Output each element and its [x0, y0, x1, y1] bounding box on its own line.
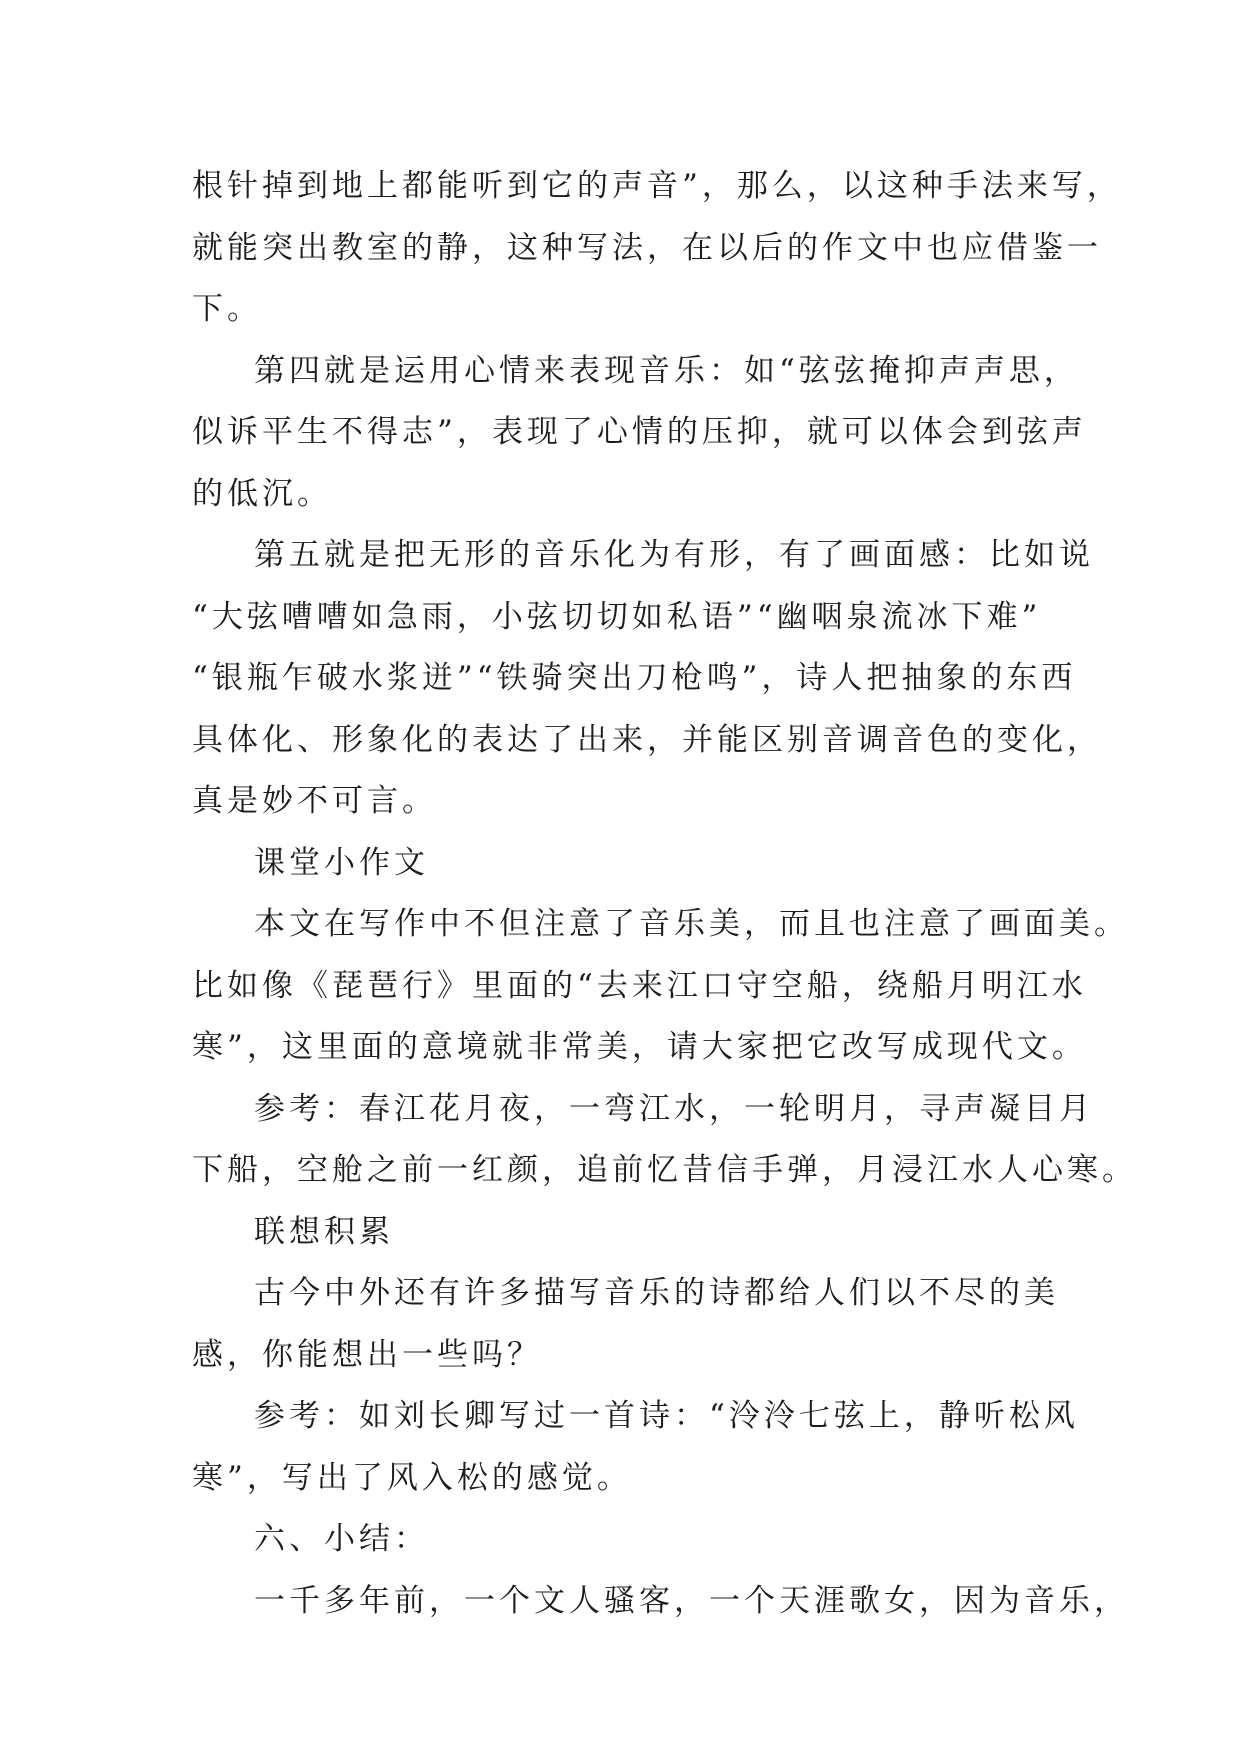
text-line: 具体化、形象化的表达了出来，并能区别音调音色的变化， [192, 721, 1102, 758]
paragraph-first-line: 第四就是运用心情来表现音乐：如“弦弦掩抑声声思， [254, 352, 1079, 389]
body-text [192, 156, 1137, 1632]
paragraph-first-line: 一千多年前，一个文人骚客，一个天涯歌女，因为音乐， [254, 1582, 1129, 1619]
text-line: 下。 [192, 291, 262, 327]
paragraph-first-line: 第五就是把无形的音乐化为有形，有了画面感：比如说 [254, 537, 1094, 573]
text-line: “银瓶乍破水浆迸”“铁骑突出刀枪鸣”，诗人把抽象的东西 [192, 660, 1077, 696]
text-line: “大弦嘈嘈如急雨，小弦切切如私语”“幽咽泉流冰下难” [192, 598, 1042, 635]
text-line: 根针掉到地上都能听到它的声音”，那么，以这种手法来写， [192, 168, 1122, 204]
text-line: 的低沉。 [192, 475, 332, 512]
section-heading: 课堂小作文 [254, 844, 429, 881]
text-line: 寒”，写出了风入松的感觉。 [192, 1459, 632, 1496]
section-heading: 六、小结： [254, 1521, 429, 1557]
paragraph-first-line: 本文在写作中不但注意了音乐美，而且也注意了画面美。 [254, 906, 1129, 942]
section-heading: 联想积累 [254, 1213, 394, 1250]
text-line: 比如像《琵琶行》里面的“去来江口守空船，绕船月明江水 [192, 967, 1087, 1004]
text-line: 下船，空舱之前一红颜，追前忆昔信手弹，月浸江水人心寒。 [192, 1152, 1137, 1188]
paragraph-first-line: 参考：春江花月夜，一弯江水，一轮明月，寻声凝目月 [254, 1090, 1094, 1127]
text-line: 真是妙不可言。 [192, 783, 437, 819]
text-line: 似诉平生不得志”，表现了心情的压抑，就可以体会到弦声 [192, 414, 1087, 450]
paragraph-first-line: 参考：如刘长卿写过一首诗：“泠泠七弦上，静听松风 [254, 1398, 1079, 1434]
paragraph-first-line: 古今中外还有许多描写音乐的诗都给人们以不尽的美 [254, 1275, 1059, 1311]
text-line: 就能突出教室的静，这种写法，在以后的作文中也应借鉴一 [192, 229, 1102, 266]
text-line: 寒”，这里面的意境就非常美，请大家把它改写成现代文。 [192, 1029, 1087, 1065]
text-line: 感，你能想出一些吗？ [192, 1336, 542, 1373]
